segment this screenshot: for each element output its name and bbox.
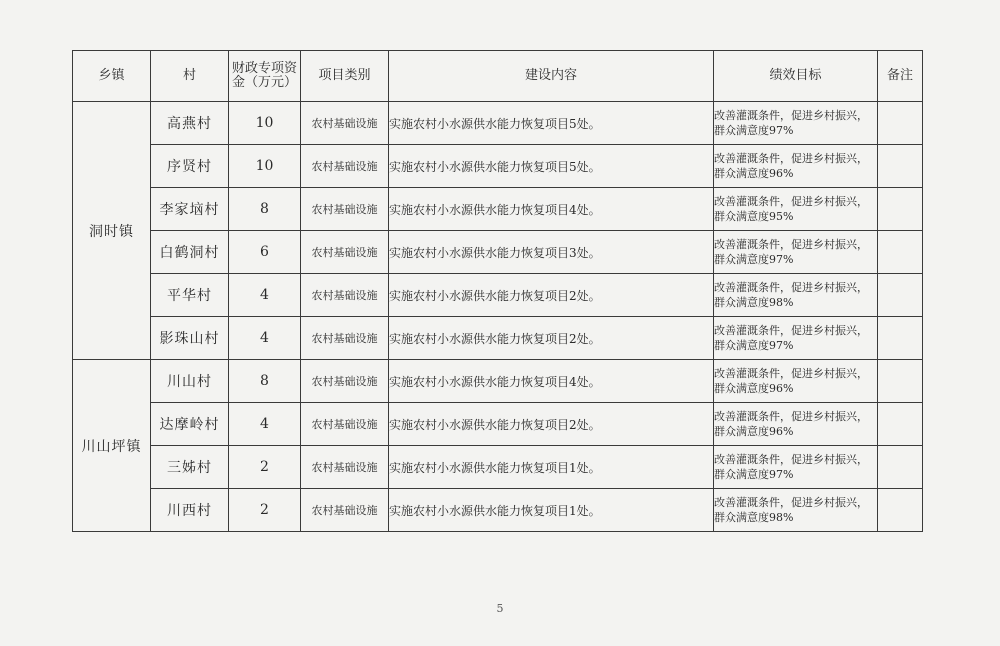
funds-cell: 8 — [229, 360, 301, 403]
category-cell: 农村基础设施 — [301, 489, 389, 532]
category-cell: 农村基础设施 — [301, 231, 389, 274]
village-cell: 达摩岭村 — [151, 403, 229, 446]
category-cell: 农村基础设施 — [301, 360, 389, 403]
goal-cell: 改善灌溉条件，促进乡村振兴，群众满意度97% — [714, 317, 878, 360]
village-cell: 平华村 — [151, 274, 229, 317]
table-row — [73, 360, 923, 403]
goal-cell: 改善灌溉条件，促进乡村振兴，群众满意度98% — [714, 274, 878, 317]
content-cell: 实施农村小水源供水能力恢复项目2处。 — [389, 274, 714, 317]
township-cell: 洞时镇 — [73, 102, 151, 360]
category-cell: 农村基础设施 — [301, 188, 389, 231]
village-cell: 影珠山村 — [151, 317, 229, 360]
project-table — [72, 50, 923, 532]
table-row — [73, 274, 923, 317]
goal-cell: 改善灌溉条件，促进乡村振兴，群众满意度97% — [714, 102, 878, 145]
funds-cell: 4 — [229, 403, 301, 446]
village-cell: 白鹤洞村 — [151, 231, 229, 274]
table-row — [73, 102, 923, 145]
header-goal: 绩效目标 — [714, 51, 878, 102]
village-cell: 三姊村 — [151, 446, 229, 489]
table-body — [73, 102, 923, 532]
content-cell: 实施农村小水源供水能力恢复项目1处。 — [389, 489, 714, 532]
content-cell: 实施农村小水源供水能力恢复项目3处。 — [389, 231, 714, 274]
township-cell: 川山坪镇 — [73, 360, 151, 532]
remark-cell — [878, 188, 923, 231]
goal-cell: 改善灌溉条件，促进乡村振兴，群众满意度97% — [714, 446, 878, 489]
table-row — [73, 446, 923, 489]
category-cell: 农村基础设施 — [301, 102, 389, 145]
village-cell: 序贤村 — [151, 145, 229, 188]
category-cell: 农村基础设施 — [301, 446, 389, 489]
content-cell: 实施农村小水源供水能力恢复项目2处。 — [389, 317, 714, 360]
remark-cell — [878, 102, 923, 145]
content-cell: 实施农村小水源供水能力恢复项目5处。 — [389, 145, 714, 188]
village-cell: 高燕村 — [151, 102, 229, 145]
content-cell: 实施农村小水源供水能力恢复项目2处。 — [389, 403, 714, 446]
table-header-row — [73, 51, 923, 102]
funds-cell: 2 — [229, 489, 301, 532]
remark-cell — [878, 446, 923, 489]
category-cell: 农村基础设施 — [301, 317, 389, 360]
header-content: 建设内容 — [389, 51, 714, 102]
table-row — [73, 231, 923, 274]
table-row — [73, 489, 923, 532]
remark-cell — [878, 489, 923, 532]
table-row — [73, 403, 923, 446]
header-funds: 财政专项资金（万元） — [229, 51, 301, 102]
goal-cell: 改善灌溉条件，促进乡村振兴，群众满意度96% — [714, 360, 878, 403]
goal-cell: 改善灌溉条件，促进乡村振兴，群众满意度98% — [714, 489, 878, 532]
village-cell: 李家垴村 — [151, 188, 229, 231]
remark-cell — [878, 360, 923, 403]
funds-cell: 6 — [229, 231, 301, 274]
table-row — [73, 317, 923, 360]
header-category: 项目类别 — [301, 51, 389, 102]
remark-cell — [878, 274, 923, 317]
funds-cell: 8 — [229, 188, 301, 231]
table-row — [73, 188, 923, 231]
table-row — [73, 145, 923, 188]
goal-cell: 改善灌溉条件，促进乡村振兴，群众满意度95% — [714, 188, 878, 231]
header-village: 村 — [151, 51, 229, 102]
header-remark: 备注 — [878, 51, 923, 102]
content-cell: 实施农村小水源供水能力恢复项目4处。 — [389, 188, 714, 231]
category-cell: 农村基础设施 — [301, 145, 389, 188]
remark-cell — [878, 231, 923, 274]
category-cell: 农村基础设施 — [301, 274, 389, 317]
content-cell: 实施农村小水源供水能力恢复项目1处。 — [389, 446, 714, 489]
funds-cell: 10 — [229, 145, 301, 188]
funds-cell: 4 — [229, 317, 301, 360]
category-cell: 农村基础设施 — [301, 403, 389, 446]
funds-cell: 2 — [229, 446, 301, 489]
remark-cell — [878, 317, 923, 360]
goal-cell: 改善灌溉条件，促进乡村振兴，群众满意度97% — [714, 231, 878, 274]
village-cell: 川西村 — [151, 489, 229, 532]
remark-cell — [878, 145, 923, 188]
goal-cell: 改善灌溉条件，促进乡村振兴，群众满意度96% — [714, 145, 878, 188]
content-cell: 实施农村小水源供水能力恢复项目4处。 — [389, 360, 714, 403]
funds-cell: 4 — [229, 274, 301, 317]
page-number: 5 — [496, 602, 504, 615]
funds-cell: 10 — [229, 102, 301, 145]
header-township: 乡镇 — [73, 51, 151, 102]
goal-cell: 改善灌溉条件，促进乡村振兴，群众满意度96% — [714, 403, 878, 446]
content-cell: 实施农村小水源供水能力恢复项目5处。 — [389, 102, 714, 145]
remark-cell — [878, 403, 923, 446]
village-cell: 川山村 — [151, 360, 229, 403]
